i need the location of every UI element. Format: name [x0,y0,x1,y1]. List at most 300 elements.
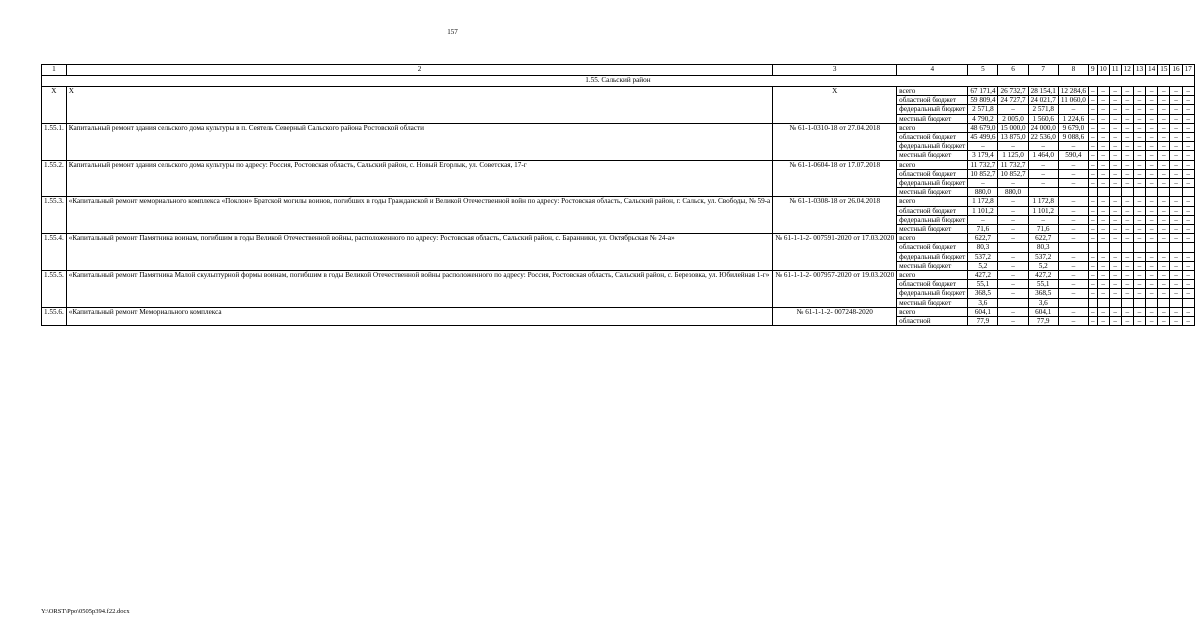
amount-cell: – [1133,160,1145,169]
column-number: 1 [42,65,67,76]
amount-cell: – [1170,206,1182,215]
amount-cell: – [1133,271,1145,280]
amount-cell: – [1158,160,1170,169]
amount-cell: – [1088,160,1097,169]
funding-source-cell: областной бюджет [897,133,968,142]
amount-cell: – [998,317,1028,326]
amount-cell: 2 571,8 [1028,105,1058,114]
amount-cell: – [1109,87,1121,96]
amount-cell: – [1097,114,1109,123]
amount-cell: – [1158,271,1170,280]
amount-cell: – [1170,271,1182,280]
amount-cell: – [1109,123,1121,132]
amount-cell: – [1133,261,1145,270]
amount-cell: 2 005,0 [998,114,1028,123]
amount-cell: – [1170,234,1182,243]
amount-cell: – [1121,225,1133,234]
funding-source-cell: местный бюджет [897,114,968,123]
amount-cell: – [1182,123,1194,132]
funding-source-cell: областной бюджет [897,96,968,105]
amount-cell: – [1109,280,1121,289]
amount-cell: – [1170,280,1182,289]
amount-cell: 45 499,6 [968,133,998,142]
amount-cell: – [1158,252,1170,261]
document-number-cell: № 61-1-1-2- 007957-2020 от 19.03.2020 [773,271,897,308]
amount-cell: – [1146,252,1158,261]
budget-table [41,64,1195,326]
column-number: 8 [1058,65,1088,76]
amount-cell: – [1133,225,1145,234]
amount-cell: 427,2 [1028,271,1058,280]
amount-cell: – [1058,215,1088,224]
funding-source-cell: областной бюджет [897,169,968,178]
amount-cell: – [1133,114,1145,123]
amount-cell: – [1097,87,1109,96]
amount-cell: 368,5 [968,289,998,298]
amount-cell: – [1088,87,1097,96]
amount-cell: – [1121,87,1133,96]
amount-cell: – [1133,169,1145,178]
amount-cell: – [1097,261,1109,270]
amount-cell: – [1170,142,1182,151]
amount-cell: – [1146,87,1158,96]
amount-cell: – [1109,151,1121,160]
amount-cell: 77,9 [968,317,998,326]
amount-cell: 48 679,0 [968,123,998,132]
amount-cell: – [1088,142,1097,151]
amount-cell: – [1170,114,1182,123]
amount-cell [1158,298,1170,307]
amount-cell: – [1058,206,1088,215]
amount-cell: – [1088,225,1097,234]
amount-cell: – [1182,234,1194,243]
amount-cell: – [1170,252,1182,261]
amount-cell: – [1097,142,1109,151]
amount-cell: – [1121,317,1133,326]
amount-cell: – [1182,105,1194,114]
amount-cell: – [1088,252,1097,261]
amount-cell: – [1097,197,1109,206]
amount-cell: – [1182,142,1194,151]
amount-cell: – [1121,271,1133,280]
amount-cell: – [1088,215,1097,224]
amount-cell: – [1088,289,1097,298]
amount-cell: 3,6 [1028,298,1058,307]
row-number-cell: 1.55.3. [42,197,67,234]
amount-cell: 67 171,4 [968,87,998,96]
column-number: 17 [1182,65,1194,76]
amount-cell: – [1109,271,1121,280]
amount-cell: – [1121,252,1133,261]
amount-cell: 1 464,0 [1028,151,1058,160]
amount-cell: – [1170,215,1182,224]
amount-cell [1133,243,1145,252]
amount-cell: – [1088,114,1097,123]
amount-cell: – [968,215,998,224]
amount-cell: – [998,234,1028,243]
row-number-cell: Х [42,87,67,124]
table-row [42,234,1195,243]
amount-cell: – [1109,289,1121,298]
funding-source-cell: местный бюджет [897,225,968,234]
amount-cell: – [1097,307,1109,316]
amount-cell: – [1146,261,1158,270]
column-number: 6 [998,65,1028,76]
amount-cell: 622,7 [1028,234,1058,243]
funding-source-cell: местный бюджет [897,261,968,270]
amount-cell: – [1146,234,1158,243]
row-number-cell: 1.55.5. [42,271,67,308]
column-number: 10 [1097,65,1109,76]
amount-cell: – [1133,197,1145,206]
column-number: 16 [1170,65,1182,76]
amount-cell: – [1097,133,1109,142]
amount-cell: – [1158,87,1170,96]
amount-cell: – [1121,197,1133,206]
column-number: 14 [1146,65,1158,76]
funding-source-cell: местный бюджет [897,151,968,160]
funding-source-cell: всего [897,197,968,206]
amount-cell: – [1133,133,1145,142]
amount-cell [1109,298,1121,307]
amount-cell: – [1146,96,1158,105]
amount-cell: 24 000,0 [1028,123,1058,132]
amount-cell: – [1121,261,1133,270]
amount-cell: – [1158,114,1170,123]
amount-cell: – [1121,307,1133,316]
amount-cell: – [1028,160,1058,169]
amount-cell: – [1170,289,1182,298]
amount-cell: – [1058,169,1088,178]
amount-cell: – [1146,151,1158,160]
amount-cell: – [1158,169,1170,178]
amount-cell: – [1097,160,1109,169]
column-number-row [42,65,1195,76]
amount-cell: – [1182,197,1194,206]
amount-cell: – [1109,160,1121,169]
amount-cell: – [1058,271,1088,280]
amount-cell: – [1158,179,1170,188]
amount-cell: 12 284,6 [1058,87,1088,96]
amount-cell: – [1146,179,1158,188]
amount-cell: 9 679,0 [1058,123,1088,132]
amount-cell: – [1158,197,1170,206]
amount-cell [1088,298,1097,307]
amount-cell: 9 088,6 [1058,133,1088,142]
funding-source-cell: федеральный бюджет [897,252,968,261]
amount-cell: – [1097,317,1109,326]
amount-cell: – [1158,105,1170,114]
amount-cell: 55,1 [968,280,998,289]
amount-cell: – [1146,160,1158,169]
amount-cell: – [1146,197,1158,206]
amount-cell: 3 179,4 [968,151,998,160]
object-name-cell: «Капитальный ремонт мемориального комплекса «Поклон» Братской могилы воинов, погибших в годы Гражданской и Великой Отечественной войн по адресу: Ростовская область, Сальский район, г. Сальск, ул. Свободы, № 59-а [66,197,773,234]
amount-cell: – [1097,280,1109,289]
amount-cell: 11 732,7 [968,160,998,169]
document-number-cell: № 61-1-1-2- 007591-2020 от 17.03.2020 [773,234,897,271]
row-number-cell: 1.55.6. [42,307,67,325]
amount-cell: – [1121,160,1133,169]
amount-cell: – [1158,133,1170,142]
amount-cell [1133,298,1145,307]
amount-cell: – [1182,179,1194,188]
amount-cell: – [1170,160,1182,169]
amount-cell [1097,298,1109,307]
amount-cell: 2 571,8 [968,105,998,114]
amount-cell: – [1058,252,1088,261]
amount-cell: 24 021,7 [1028,96,1058,105]
amount-cell [1097,243,1109,252]
amount-cell: 22 536,0 [1028,133,1058,142]
amount-cell [1097,188,1109,197]
table-row [42,307,1195,316]
amount-cell: 5,2 [968,261,998,270]
amount-cell: – [1121,142,1133,151]
funding-source-cell: всего [897,271,968,280]
table-row [42,271,1195,280]
amount-cell [1170,243,1182,252]
amount-cell: 71,6 [1028,225,1058,234]
column-number: 12 [1121,65,1133,76]
amount-cell: – [1158,289,1170,298]
amount-cell: – [1182,317,1194,326]
amount-cell: – [1121,151,1133,160]
column-number: 2 [66,65,773,76]
funding-source-cell: федеральный бюджет [897,105,968,114]
amount-cell: – [1058,142,1088,151]
amount-cell: – [1109,197,1121,206]
funding-source-cell: всего [897,123,968,132]
amount-cell: – [1158,317,1170,326]
amount-cell: – [1133,87,1145,96]
amount-cell: – [1097,179,1109,188]
amount-cell: – [1109,114,1121,123]
amount-cell: – [1133,206,1145,215]
amount-cell: – [1097,234,1109,243]
amount-cell: – [1097,169,1109,178]
amount-cell [1121,298,1133,307]
amount-cell: – [1088,197,1097,206]
amount-cell: – [1088,317,1097,326]
section-title-row [42,76,1195,87]
section-title: 1.55. Сальский район [42,76,1195,87]
amount-cell: – [1133,252,1145,261]
file-path-footer: Y:\ORST\Ppo\0505p394.f22.docx [41,608,130,615]
amount-cell: 880,0 [968,188,998,197]
amount-cell: – [1097,289,1109,298]
amount-cell: – [1028,179,1058,188]
amount-cell: – [1088,179,1097,188]
amount-cell: 1 101,2 [1028,206,1058,215]
amount-cell: – [1121,133,1133,142]
amount-cell: – [998,261,1028,270]
amount-cell: – [1170,123,1182,132]
column-number: 11 [1109,65,1121,76]
amount-cell: – [998,215,1028,224]
funding-source-cell: местный бюджет [897,298,968,307]
amount-cell: – [1133,142,1145,151]
amount-cell: – [998,206,1028,215]
amount-cell: 28 154,1 [1028,87,1058,96]
column-number: 15 [1158,65,1170,76]
amount-cell: – [1121,179,1133,188]
amount-cell: – [1109,225,1121,234]
amount-cell: – [1146,105,1158,114]
amount-cell [1028,188,1058,197]
amount-cell: – [1182,87,1194,96]
amount-cell: – [1121,206,1133,215]
amount-cell: – [1146,271,1158,280]
amount-cell [1146,188,1158,197]
amount-cell: – [1170,105,1182,114]
amount-cell: – [1109,179,1121,188]
amount-cell: – [1146,317,1158,326]
amount-cell [1109,188,1121,197]
funding-source-cell: федеральный бюджет [897,179,968,188]
amount-cell [1109,243,1121,252]
amount-cell: – [1109,215,1121,224]
amount-cell: 1 125,0 [998,151,1028,160]
amount-cell: – [1158,307,1170,316]
amount-cell: – [1028,169,1058,178]
object-name-cell: «Капитальный ремонт Памятника Малой скульптурной формы воинам, погибшим в годы Великой Отечественной войны расположенного по адресу: Россия, Ростовская область, Сальский район, с. Березовка, ул. Юбилейная 1-г» [66,271,773,308]
document-number-cell: Х [773,87,897,124]
amount-cell: – [1088,96,1097,105]
amount-cell: – [1088,169,1097,178]
amount-cell: – [1182,160,1194,169]
amount-cell: – [1058,289,1088,298]
amount-cell: – [1088,280,1097,289]
document-number-cell: № 61-1-0310-18 от 27.04.2018 [773,123,897,160]
document-number-cell: № 61-1-1-2- 007248-2020 [773,307,897,325]
amount-cell: – [1109,96,1121,105]
table-row [42,197,1195,206]
amount-cell: – [1109,133,1121,142]
amount-cell [1158,188,1170,197]
amount-cell: – [1158,151,1170,160]
funding-source-cell: федеральный бюджет [897,215,968,224]
table-row [42,87,1195,96]
column-number: 7 [1028,65,1058,76]
amount-cell: – [1088,271,1097,280]
amount-cell: – [1182,271,1194,280]
amount-cell: 622,7 [968,234,998,243]
amount-cell: – [1182,252,1194,261]
amount-cell: – [998,307,1028,316]
amount-cell: – [1109,317,1121,326]
amount-cell: – [1170,197,1182,206]
amount-cell: – [1097,151,1109,160]
amount-cell: 590,4 [1058,151,1088,160]
amount-cell: – [1109,261,1121,270]
amount-cell [1088,188,1097,197]
amount-cell [1170,188,1182,197]
amount-cell: – [998,142,1028,151]
funding-source-cell: всего [897,307,968,316]
amount-cell: 604,1 [968,307,998,316]
amount-cell: – [1058,179,1088,188]
amount-cell: – [1133,105,1145,114]
amount-cell: – [998,252,1028,261]
amount-cell: – [1121,105,1133,114]
amount-cell: 1 172,8 [1028,197,1058,206]
amount-cell: – [1109,252,1121,261]
amount-cell: – [1058,261,1088,270]
amount-cell: 1 172,8 [968,197,998,206]
amount-cell: – [1097,123,1109,132]
funding-source-cell: федеральный бюджет [897,289,968,298]
amount-cell: – [1182,280,1194,289]
funding-source-cell: областной бюджет [897,206,968,215]
amount-cell: 537,2 [968,252,998,261]
amount-cell: 537,2 [1028,252,1058,261]
amount-cell: – [1170,151,1182,160]
document-number-cell: № 61-1-0308-18 от 26.04.2018 [773,197,897,234]
amount-cell: – [1088,234,1097,243]
amount-cell: – [1088,151,1097,160]
amount-cell [1182,243,1194,252]
amount-cell [1146,243,1158,252]
amount-cell: – [1121,114,1133,123]
amount-cell: – [1088,133,1097,142]
amount-cell: – [1109,234,1121,243]
amount-cell: – [1158,280,1170,289]
amount-cell: – [1133,234,1145,243]
amount-cell: – [1158,225,1170,234]
amount-cell: – [1182,289,1194,298]
amount-cell: – [1088,307,1097,316]
amount-cell: – [1146,169,1158,178]
amount-cell: – [1170,225,1182,234]
amount-cell: 80,3 [968,243,998,252]
amount-cell: – [998,271,1028,280]
amount-cell: – [1133,151,1145,160]
amount-cell: – [1170,179,1182,188]
funding-source-cell: всего [897,160,968,169]
amount-cell: 77,9 [1028,317,1058,326]
amount-cell: 11 060,0 [1058,96,1088,105]
amount-cell: – [1146,215,1158,224]
amount-cell: – [998,225,1028,234]
amount-cell: – [1088,123,1097,132]
amount-cell: – [1158,215,1170,224]
amount-cell: – [1088,105,1097,114]
amount-cell [1058,188,1088,197]
row-number-cell: 1.55.4. [42,234,67,271]
object-name-cell: «Капитальный ремонт Памятника воинам, погибшим в годы Великой Отечественной войны, расположенного по адресу: Ростовская область, Сальский район, с. Баранники, ул. Октябрьская № 24-а» [66,234,773,271]
amount-cell: 71,6 [968,225,998,234]
document-number-cell: № 61-1-0604-18 от 17.07.2018 [773,160,897,197]
amount-cell [1146,298,1158,307]
amount-cell: – [1109,105,1121,114]
amount-cell: – [1182,206,1194,215]
amount-cell: – [1158,261,1170,270]
amount-cell [998,298,1028,307]
amount-cell: 368,5 [1028,289,1058,298]
amount-cell: – [1058,307,1088,316]
amount-cell: 10 852,7 [968,169,998,178]
amount-cell: – [1121,215,1133,224]
object-name-cell: «Капитальный ремонт Мемориального комплекса [66,307,773,325]
amount-cell [1182,188,1194,197]
amount-cell: – [1058,280,1088,289]
amount-cell: – [1182,169,1194,178]
amount-cell: – [1146,133,1158,142]
amount-cell: – [1158,96,1170,105]
amount-cell: – [1133,215,1145,224]
row-number-cell: 1.55.1. [42,123,67,160]
